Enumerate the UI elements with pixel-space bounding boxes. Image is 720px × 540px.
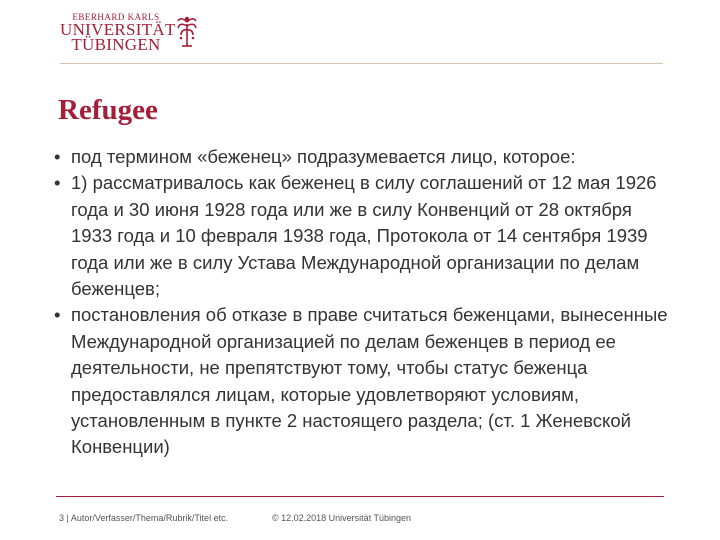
- bullet-item: • 1) рассматривалось как беженец в силу соглашений от 12 мая 1926 года и 30 июня 1928 года или же в силу Конвенций от 28 октября 1933 года и 10 февраля 1938 года, Протокола от 14 сентября 1939 года или же в силу Устава Международной организации по делам беженцев;: [54, 172, 657, 300]
- footer-page-info: 3 | Autor/Verfasser/Thema/Rubrik/Titel etc.: [59, 513, 229, 523]
- bullet-text: под термином «беженец» подразумевается лицо, которое:: [71, 146, 576, 167]
- logo-line-tubingen: TÜBINGEN: [71, 35, 161, 54]
- palm-tree-icon: [176, 14, 198, 50]
- logo-small-text: EBERHARD KARLS: [72, 12, 160, 22]
- slide-title: Refugee: [58, 94, 158, 126]
- bullet-text: 1) рассматривалось как беженец в силу соглашений от 12 мая 1926 года и 30 июня 1928 года или же в силу Конвенций от 28 октября 1933 года и 10 февраля 1938 года, Протокола от 14 сентября 1939 года или же в силу Устава Международной организации по делам беженцев;: [71, 172, 657, 300]
- university-logo: [60, 12, 200, 52]
- bullet-item: • постановления об отказе в праве считаться беженцами, вынесенные Международной организацией по делам беженцев в период ее деятельности, не препятствуют тому, чтобы статус беженца предоставлялся лицам, которые удовлетворяют условиям, установленным в пункте 2 настоящего раздела; (ст. 1 Женевской Конвенции): [54, 304, 668, 458]
- bullet-text: постановления об отказе в праве считаться беженцами, вынесенные Международной организацией по делам беженцев в период ее деятельности, не препятствуют тому, чтобы статус беженца предоставлялся лицам, которые удовлетворяют условиям, установленным в пункте 2 настоящего раздела; (ст. 1 Женевской Конвенции): [71, 304, 668, 458]
- footer-copyright: © 12.02.2018 Universität Tübingen: [272, 513, 412, 523]
- bullet-item: • под термином «беженец» подразумевается лицо, которое:: [54, 146, 576, 167]
- bullet-list: [54, 144, 674, 461]
- header-divider: [60, 63, 663, 64]
- logo-line-universitat: UNIVERSITÄT: [60, 20, 176, 39]
- footer-divider: [56, 496, 664, 497]
